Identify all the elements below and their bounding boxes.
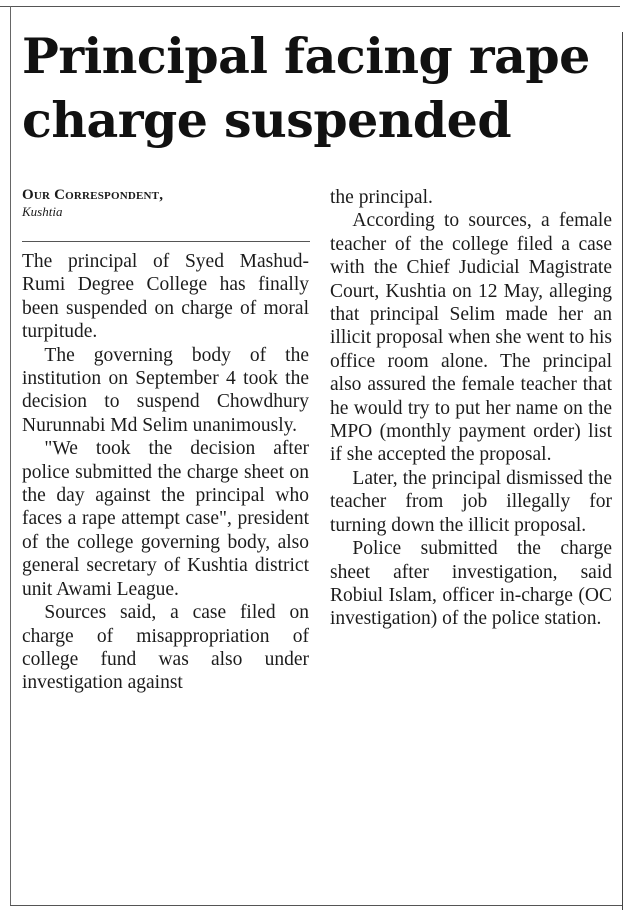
byline-divider xyxy=(22,241,310,242)
paragraph: According to sources, a female teacher of the college filed a case with the Chief Judicial Magistrate Court, Kushtia on 12 May, alleging that principal Selim made her an illicit proposal when she went to his office room alone. The principal also assured the female teacher that he would try to put her name on the MPO (monthly payment order) list if she accepted the proposal. xyxy=(330,210,612,466)
paragraph: The principal of Syed Mashud-Rumi Degree College has finally been suspended on charge of moral turpitude. xyxy=(22,251,309,343)
paragraph: The governing body of the institution on September 4 took the decision to suspend Chowdhury Nurunnabi Md Selim unanimously. xyxy=(22,344,309,436)
paragraph: "We took the decision after police submitted the charge sheet on the day against the principal who faces a rape attempt case", president of the college governing body, also general secretary of Kushtia district unit Awami League. xyxy=(22,438,309,600)
right-border xyxy=(622,32,623,910)
headline: Principal facing rape charge suspended xyxy=(22,27,590,149)
top-border xyxy=(0,6,620,7)
byline-author: Our Correspondent, xyxy=(22,187,164,203)
paragraph-continued: the principal. xyxy=(330,187,433,208)
paragraph: Police submitted the charge sheet after investigation, said Robiul Islam, officer in-charge (OC investigation) of the police station. xyxy=(330,538,612,630)
byline-location: Kushtia xyxy=(22,204,63,219)
left-border xyxy=(10,6,11,906)
byline xyxy=(22,186,312,220)
article-column-right xyxy=(330,186,612,631)
paragraph: Later, the principal dismissed the teacher from job illegally for turning down the illicit proposal. xyxy=(330,467,612,536)
paragraph: Sources said, a case filed on charge of misappropriation of college fund was also under investigation against xyxy=(22,602,309,694)
bottom-border xyxy=(10,905,622,906)
article-column-left xyxy=(22,250,309,695)
